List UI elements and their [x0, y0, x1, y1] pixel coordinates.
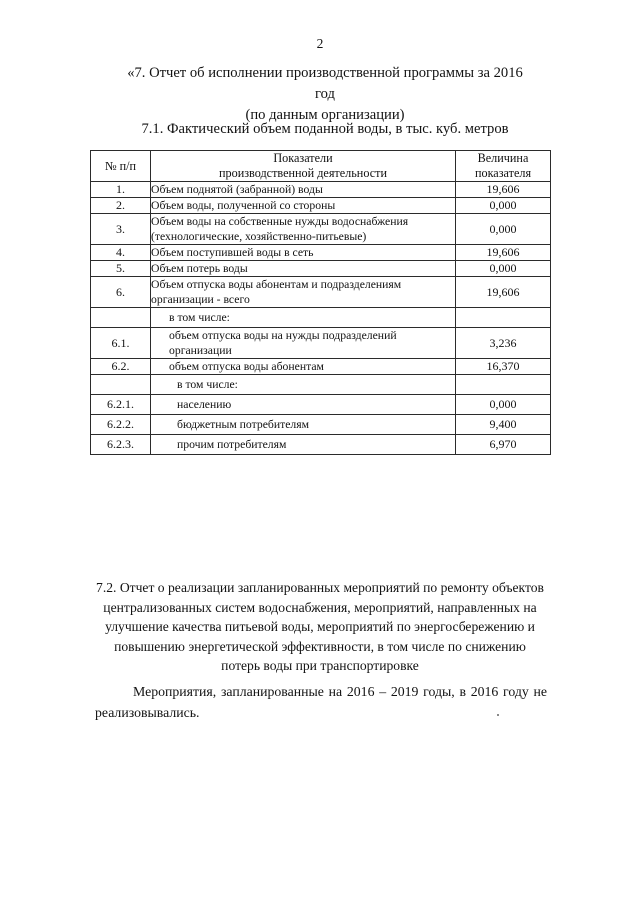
- row-value: 0,000: [456, 395, 551, 415]
- row-indicator: объем отпуска воды на нужды подразделений организации: [151, 328, 456, 359]
- row-indicator: Объем воды на собственные нужды водоснабжения (технологические, хозяйственно-питьевые): [151, 214, 456, 245]
- page-number: 2: [316, 36, 324, 51]
- row-value: 19,606: [456, 182, 551, 198]
- row-number: 3.: [91, 214, 151, 245]
- row-indicator: объем отпуска воды абонентам: [151, 359, 456, 375]
- table-row: [91, 182, 551, 198]
- row-indicator: бюджетным потребителям: [151, 415, 456, 435]
- row-value: 0,000: [456, 261, 551, 277]
- row-number: [91, 308, 151, 328]
- table-row: [91, 395, 551, 415]
- row-value: [456, 308, 551, 328]
- section-7-1-title: 7.1. Фактический объем поданной воды, в тыс. куб. метров: [141, 121, 509, 137]
- column-header-indicator-line-1: Показатели: [273, 151, 333, 165]
- row-number: 2.: [91, 198, 151, 214]
- row-indicator: Объем поднятой (забранной) воды: [151, 182, 456, 198]
- column-header-indicator-line-2: производственной деятельности: [219, 166, 387, 180]
- row-value: 0,000: [456, 214, 551, 245]
- row-number: 6.2.1.: [91, 395, 151, 415]
- table-row: [91, 261, 551, 277]
- row-value: 9,400: [456, 415, 551, 435]
- row-number: 1.: [91, 182, 151, 198]
- column-header-value: Величина показателя: [456, 151, 551, 182]
- table-row-subheading: [91, 308, 551, 328]
- row-number: 5.: [91, 261, 151, 277]
- row-indicator: в том числе:: [151, 375, 456, 395]
- table-row: [91, 435, 551, 455]
- row-indicator: населению: [151, 395, 456, 415]
- table-row-subheading: [91, 375, 551, 395]
- table-row: [91, 277, 551, 308]
- table-row: [91, 214, 551, 245]
- row-value: 16,370: [456, 359, 551, 375]
- row-indicator: прочим потребителям: [151, 435, 456, 455]
- table-row: [91, 198, 551, 214]
- row-number: [91, 375, 151, 395]
- row-value: 6,970: [456, 435, 551, 455]
- column-header-indicator: [151, 151, 456, 182]
- row-number: 4.: [91, 245, 151, 261]
- column-header-number: № п/п: [91, 151, 151, 182]
- scan-artifact-speck: [497, 714, 499, 716]
- row-number: 6.2.: [91, 359, 151, 375]
- document-title-line-1: «7. Отчет об исполнении производственной программы за 2016 год: [127, 65, 523, 102]
- row-value: 3,236: [456, 328, 551, 359]
- row-value: 19,606: [456, 277, 551, 308]
- row-indicator: Объем отпуска воды абонентам и подразделениям организации - всего: [151, 277, 456, 308]
- table-header-row: [91, 151, 551, 182]
- row-number: 6.2.3.: [91, 435, 151, 455]
- document-title: [120, 63, 530, 126]
- row-value: 0,000: [456, 198, 551, 214]
- row-indicator: Объем потерь воды: [151, 261, 456, 277]
- table-body: [91, 182, 551, 455]
- table-row: [91, 245, 551, 261]
- row-indicator: Объем воды, полученной со стороны: [151, 198, 456, 214]
- row-indicator: Объем поступившей воды в сеть: [151, 245, 456, 261]
- row-value: 19,606: [456, 245, 551, 261]
- section-7-2-heading: 7.2. Отчет о реализации запланированных мероприятий по ремонту объектов централизованных систем водоснабжения, мероприятий, направленных на улучшение качества питьевой воды, мероприятий по энергосбережению и повышению энергетической эффективности, в том числе по снижению потерь воды при транспортировке: [96, 580, 544, 674]
- table-row: [91, 415, 551, 435]
- row-value: [456, 375, 551, 395]
- table-row: [91, 359, 551, 375]
- row-indicator: в том числе:: [151, 308, 456, 328]
- row-number: 6.2.2.: [91, 415, 151, 435]
- row-number: 6.: [91, 277, 151, 308]
- water-volume-table: [90, 150, 551, 455]
- table-row: [91, 328, 551, 359]
- row-number: 6.1.: [91, 328, 151, 359]
- section-7-2-body: Мероприятия, запланированные на 2016 – 2019 годы, в 2016 году не реализовывались.: [95, 684, 547, 720]
- document-title-line-2: (по данным организации): [245, 107, 405, 123]
